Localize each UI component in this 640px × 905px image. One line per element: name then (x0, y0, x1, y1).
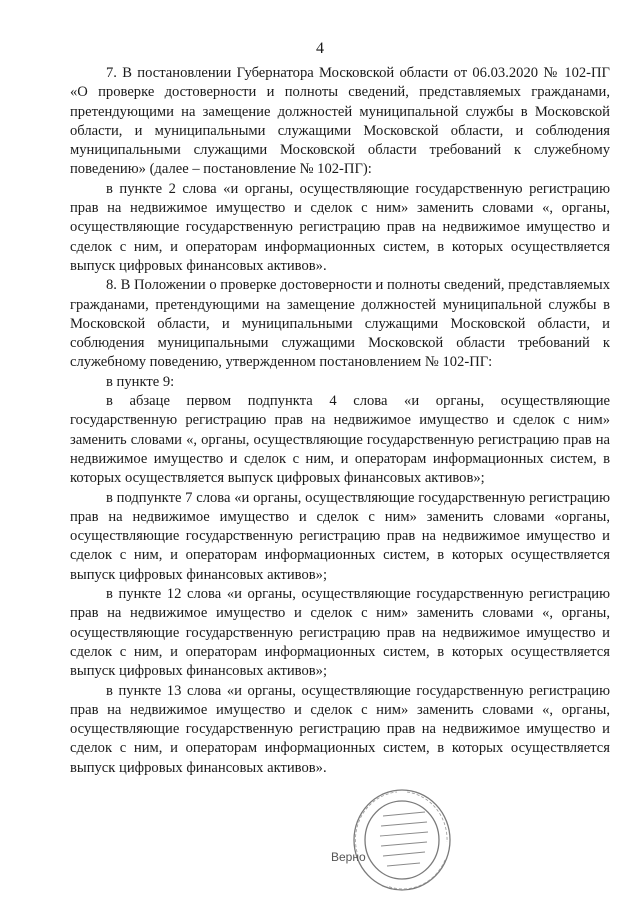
paragraph-point-13: в пункте 13 слова «и органы, осуществляющие государственную регистрацию прав на недвижимое имущество и сделок с ним» заменить словами «, органы, осуществляющие государственную регистрацию прав на недвижимое имущество и сделок с ним, и операторам информационных систем, в которых осуществляется выпуск цифровых финансовых активов». (70, 682, 610, 776)
paragraph-8: 8. В Положении о проверке достоверности и полноты сведений, представляемых гражданами, претендующими на замещение должностей муниципальной службы в Московской области, и муниципальными служащими Московской области, и соблюдения муниципальными служащими Московской области требований к служебному поведению, утвержденном постановлением № 102-ПГ: (70, 277, 610, 371)
paragraph-7: 7. В постановлении Губернатора Московской области от 06.03.2020 № 102-ПГ «О проверке достоверности и полноты сведений, представляемых гражданами, претендующими на замещение должностей муниципальной службы в Московской области, и муниципальными служащими Московской области, и соблюдения муниципальными служащими Московской области требований к служебному поведению» (далее – постановление № 102-ПГ): (70, 65, 610, 178)
paragraph-7-point-2: в пункте 2 слова «и органы, осуществляющие государственную регистрацию прав на недвижимое имущество и сделок с ним» заменить словами «, органы, осуществляющие государственную регистрацию прав на недвижимое имущество и сделок с ним, и операторам информационных систем, в которых осуществляется выпуск цифровых финансовых активов». (70, 180, 610, 274)
paragraph-subpoint-7: в подпункте 7 слова «и органы, осуществляющие государственную регистрацию прав на недвижимое имущество и сделок с ним» заменить словами «органы, осуществляющие государственную регистрацию прав на недвижимое имущество и сделок с ним, и операторам информационных систем, в которых осуществляется выпуск цифровых финансовых активов»; (70, 489, 610, 583)
paragraph-subpoint-4: в абзаце первом подпункта 4 слова «и органы, осуществляющие государственную регистрацию прав на недвижимое имущество и сделок с ним» заменить словами «, органы, осуществляющие государственную регистрацию прав на недвижимое имущество и сделок с ним, и операторам информационных систем, в которых осуществляется выпуск цифровых финансовых активов»; (70, 393, 610, 487)
document-body (70, 64, 610, 778)
official-stamp-seal (327, 782, 457, 902)
paragraph-point-9: в пункте 9: (106, 373, 175, 390)
page-number: 4 (316, 40, 324, 57)
certification-mark: Верно (331, 850, 366, 864)
paragraph-point-12: в пункте 12 слова «и органы, осуществляющие государственную регистрацию прав на недвижимое имущество и сделок с ним» заменить словами «, органы, осуществляющие государственную регистрацию прав на недвижимое имущество и сделок с ним, и операторам информационных систем, в которых осуществляется выпуск цифровых финансовых активов»; (70, 586, 610, 680)
